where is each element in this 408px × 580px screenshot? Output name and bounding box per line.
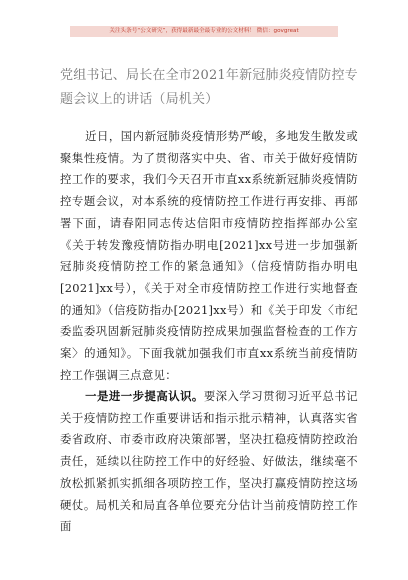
promo-banner: 关注头条号“公文研究”，获得最新最全最专业的公文材料！ 微信：govgreat	[70, 26, 338, 37]
point-one-body: 要深入学习贯彻习近平总书记关于疫情防控工作重要讲话和指示批示精神，认真落实省委省政府、市委市政府决策部署，坚决扛稳疫情防控政治责任，延续以往防控工作中的好经验、好做法，继续毫不放松抓紧抓实抓细各项防控工作，坚决打赢疫情防控这场硬仗。局机关和局直各单位要充分估计当前疫情防控工作面	[60, 389, 358, 534]
paragraph-intro: 近日，国内新冠肺炎疫情形势严峻，多地发生散发或聚集性疫情。为了贯彻落实中央、省、市关于做好疫情防控工作的要求，我们今天召开市直xx系统新冠肺炎疫情防控专题会议，对本系统的疫情防控工作进行再安排、再部署下面，请春阳同志传达信阳市疫情防控指挥部办公室《关于转发豫疫情防指办明电[2021]xx号进一步加强新冠肺炎疫情防控工作的紧急通知》（信疫情防指办明电[2021]xx号），《关于对全市疫情防控工作进行实地督查的通知》（信疫防指办[2021]xx号）和《关于印发〈市纪委监委巩固新冠肺炎疫情防控成果加强监督检查的工作方案〉的通知》。下面我就加强我们市直xx系统当前疫情防控工作强调三点意见：	[60, 129, 358, 382]
document-title: 党组书记、局长在全市2021年新冠肺炎疫情防控专题会议上的讲话（局机关）	[60, 68, 358, 107]
point-one-heading: 一是进一步提高认识。	[85, 389, 204, 403]
paragraph-point-one	[60, 386, 358, 538]
